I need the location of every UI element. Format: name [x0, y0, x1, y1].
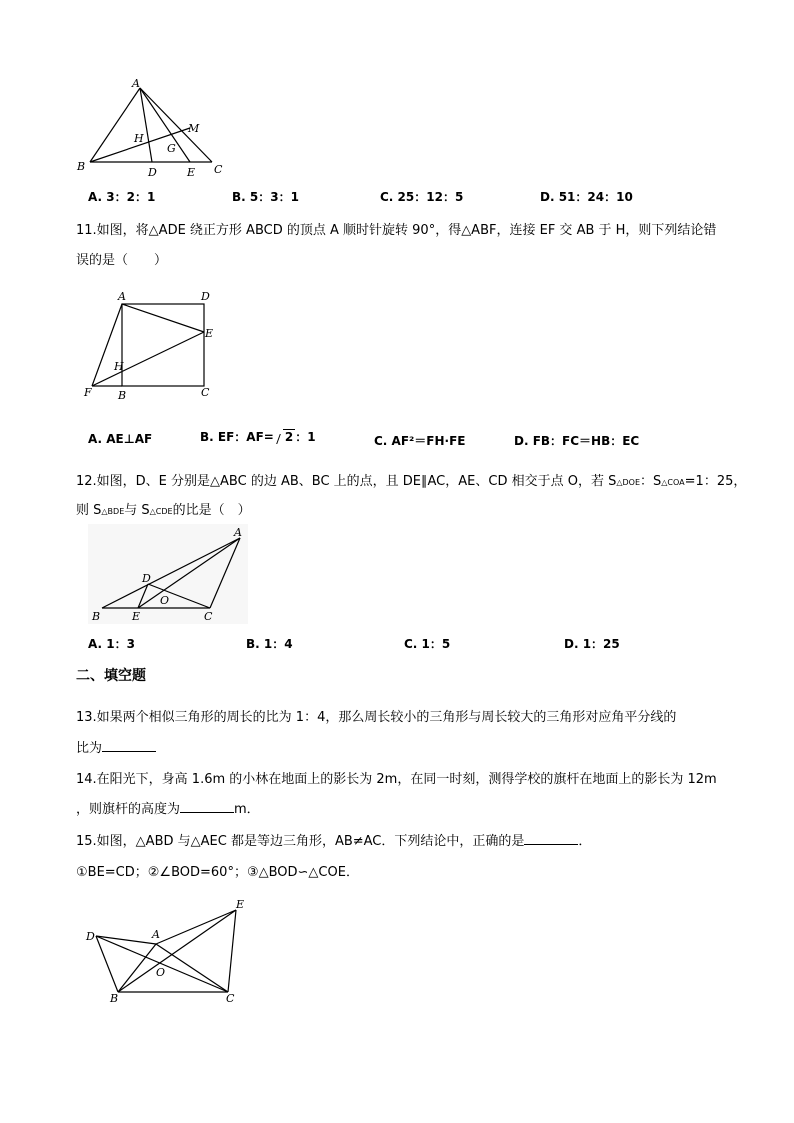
- label-O: O: [160, 594, 170, 607]
- q14-line2-text: ，则旗杆的高度为: [76, 802, 181, 817]
- section-title-fill-in: 二、填空题: [76, 668, 146, 684]
- q12-option-b: B. 1：4: [246, 637, 293, 651]
- label-F: F: [84, 386, 92, 399]
- q14-line2: [76, 798, 260, 817]
- q11-option-b: [200, 428, 316, 445]
- label-D: D: [201, 290, 210, 303]
- q13-line2: [76, 737, 156, 756]
- label-C: C: [201, 386, 210, 399]
- q10-option-c: C. 25：12：5: [380, 190, 464, 204]
- q11-line1: 11.如图，将△ADE 绕正方形 ABCD 的顶点 A 顺时针旋转 90°，得△ABF，连接 EF 交 AB 于 H，则下列结论错: [76, 223, 717, 238]
- label-D: D: [142, 572, 151, 585]
- sqrt-sign: [274, 430, 295, 444]
- label-A: A: [152, 928, 160, 941]
- label-E: E: [132, 610, 141, 623]
- q11-option-c: C. AF²＝FH·FE: [374, 434, 466, 448]
- label-D: D: [148, 166, 157, 179]
- label-B: B: [92, 610, 101, 623]
- subscript-doe: △DOE: [616, 478, 641, 487]
- label-B: B: [77, 160, 86, 173]
- label-E: E: [205, 327, 214, 340]
- q12-line2-mid: 与 S: [124, 503, 150, 518]
- q11-option-a: A. AE⊥AF: [88, 432, 153, 446]
- label-G: G: [167, 142, 176, 155]
- q14-line1: 14.在阳光下，身高 1.6m 的小林在地面上的影长为 2m，在同一时刻，测得学校的旗杆在地面上的影长为 12m: [76, 772, 717, 787]
- figure-q10: [72, 78, 232, 184]
- q12-line1-end: =1：25，: [684, 474, 747, 489]
- q13-line1: 13.如果两个相似三角形的周长的比为 1：4，那么周长较小的三角形与周长较大的三角形对应角平分线的: [76, 710, 677, 725]
- subscript-cde: △CDE: [149, 507, 173, 516]
- q12-option-c: C. 1：5: [404, 637, 451, 651]
- label-C: C: [214, 163, 223, 176]
- triangle-abc-diagram: [72, 78, 232, 184]
- label-C: C: [226, 992, 235, 1005]
- answer-blank[interactable]: [102, 739, 156, 752]
- q11-line2: 误的是（ ）: [76, 253, 168, 268]
- q12-line2-text: 则 S: [76, 503, 102, 518]
- figure-q11: [80, 288, 220, 406]
- q13-line2-text: 比为: [76, 741, 103, 756]
- figure-q12: [88, 524, 248, 626]
- q12-line1: [76, 470, 746, 489]
- q15-line1: [76, 830, 591, 849]
- q15-line1-end: ．: [578, 834, 592, 849]
- square-abcd-diagram: [80, 288, 220, 406]
- q12-line2: [76, 499, 251, 518]
- label-D: D: [86, 930, 95, 943]
- label-O: O: [156, 966, 166, 979]
- q12-option-a: A. 1：3: [88, 637, 135, 651]
- answer-blank[interactable]: [180, 800, 234, 813]
- label-B: B: [118, 389, 127, 402]
- label-B: B: [110, 992, 119, 1005]
- label-E: E: [236, 898, 245, 911]
- label-A: A: [132, 78, 140, 90]
- equilateral-triangles-diagram: [82, 894, 262, 1006]
- q15-line2: ①BE=CD；②∠BOD=60°；③△BOD∽△COE．: [76, 865, 359, 880]
- label-C: C: [204, 610, 213, 623]
- q11-option-b-suffix: ：1: [295, 430, 316, 444]
- answer-blank[interactable]: [524, 832, 578, 845]
- triangle-abc-de-diagram: [88, 524, 248, 626]
- subscript-coa: △COA: [661, 478, 685, 487]
- q12-line1-mid: ：S: [640, 474, 662, 489]
- label-E: E: [187, 166, 196, 179]
- label-A: A: [234, 526, 242, 539]
- subscript-bde: △BDE: [101, 507, 125, 516]
- q12-line1-text: 12.如图，D、E 分别是△ABC 的边 AB、BC 上的点，且 DE∥AC，AE、CD 相交于点 O，若 S: [76, 474, 617, 489]
- label-H: H: [134, 132, 144, 145]
- label-M: M: [188, 122, 200, 135]
- q12-line2-end: 的比是（ ）: [172, 503, 251, 518]
- sqrt-radicand: 2: [284, 430, 294, 444]
- q10-option-b: B. 5：3：1: [232, 190, 299, 204]
- label-A: A: [118, 290, 126, 303]
- q14-line2-unit: m．: [234, 802, 260, 817]
- q10-option-a: A. 3：2：1: [88, 190, 156, 204]
- q15-line1-text: 15.如图，△ABD 与△AEC 都是等边三角形，AB≠AC．下列结论中，正确的是: [76, 834, 525, 849]
- figure-q15: [82, 894, 262, 1006]
- q11-option-b-prefix: B. EF：AF=: [200, 430, 274, 444]
- q12-option-d: D. 1：25: [564, 637, 620, 651]
- q10-option-d: D. 51：24：10: [540, 190, 633, 204]
- q11-option-d: D. FB：FC＝HB：EC: [514, 434, 640, 448]
- label-H: H: [114, 360, 124, 373]
